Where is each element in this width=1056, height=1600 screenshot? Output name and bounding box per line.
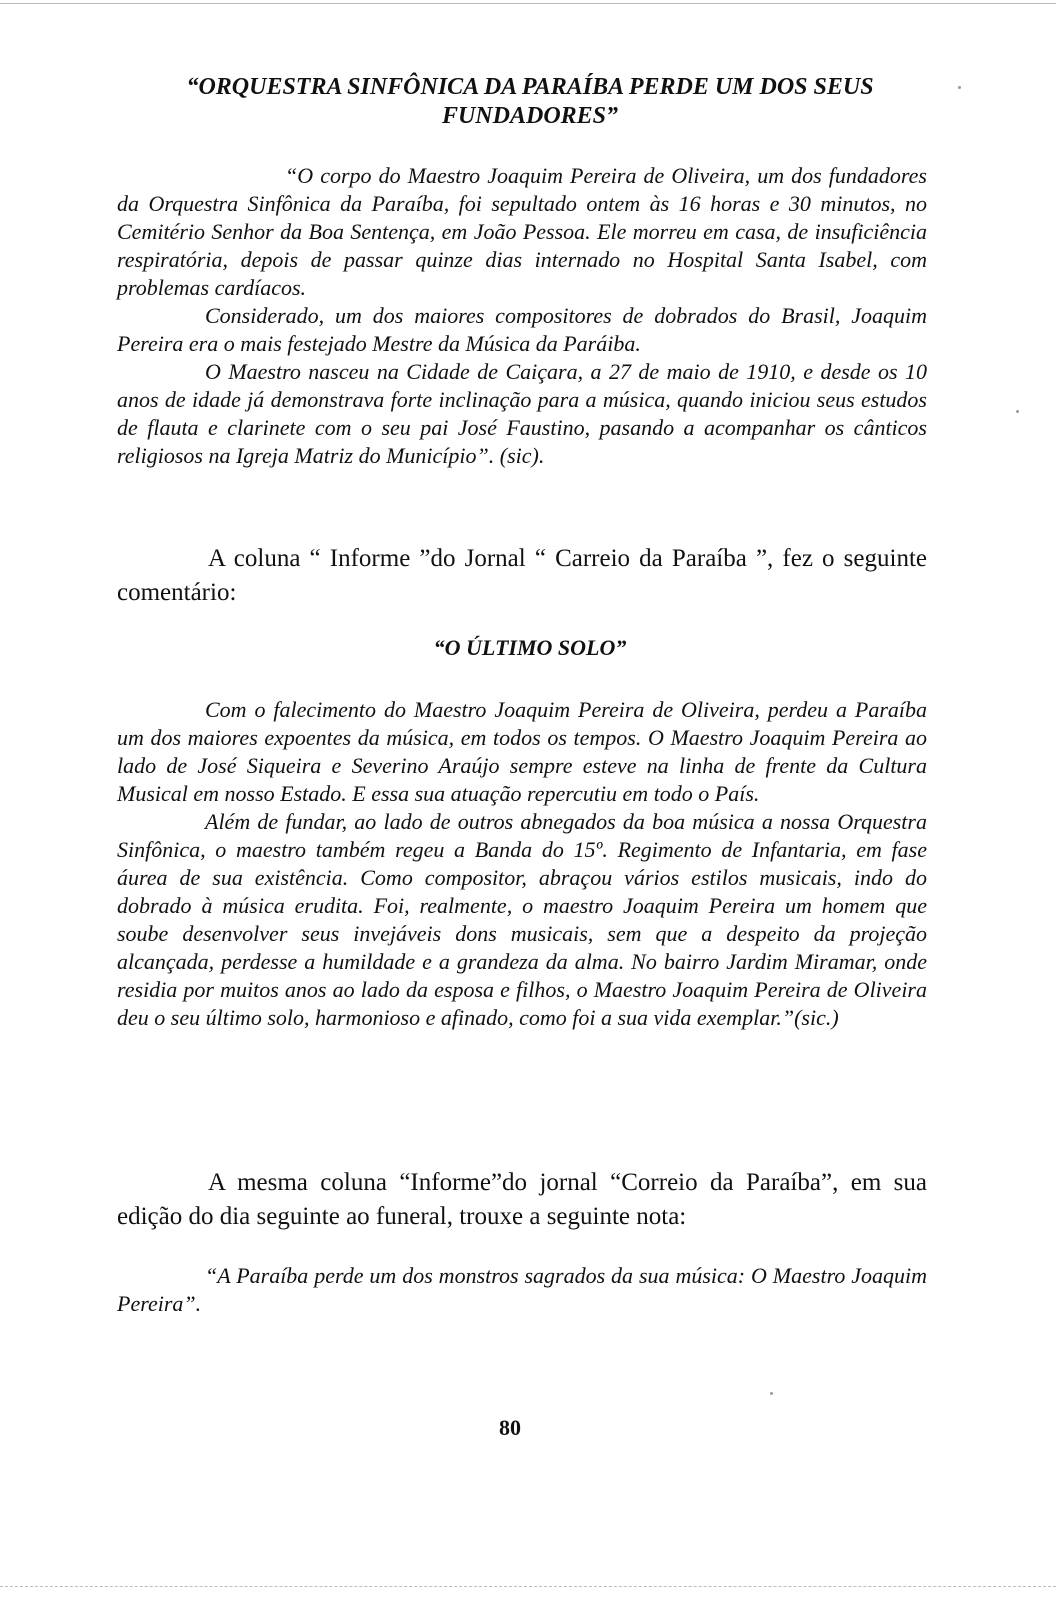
quote-monstros-sagrados [117,1262,927,1318]
commentary-paragraph: A mesma coluna “Informe”do jornal “Correio da Paraíba”, em sua edição do dia seguinte ao funeral, trouxe a seguinte nota: [117,1169,927,1230]
quote-paragraph: “O corpo do Maestro Joaquim Pereira de Oliveira, um dos fundadores da Orquestra Sinfônica da Paraíba, foi sepultado ontem às 16 horas e 30 minutos, no Cemitério Senhor da Boa Sentença, em João Pessoa. Ele morreu em casa, de insuficiência respiratória, depois de passar quinze dias internado no Hospital Santa Isabel, com problemas cardíacos. [117,163,927,300]
scan-speck [1016,410,1019,413]
quote-orquestra [117,162,927,470]
quote-paragraph: Com o falecimento do Maestro Joaquim Pereira de Oliveira, perdeu a Paraíba um dos maiores expoentes da música, em todos os tempos. O Maestro Joaquim Pereira ao lado de José Siqueira e Severino Araújo sempre esteve na linha de frente da Cultura Musical em nosso Estado. E essa sua atuação repercutiu em todo o País. [117,697,927,806]
commentary-intro [117,542,927,610]
quote-ultimo-solo [117,696,927,1032]
quote-paragraph: Considerado, um dos maiores compositores de dobrados do Brasil, Joaquim Pereira era o mais festejado Mestre da Música da Paráiba. [117,303,927,356]
article-title: “ORQUESTRA SINFÔNICA DA PARAÍBA PERDE UM DOS SEUS FUNDADORES” [186,74,874,129]
quote-paragraph: “A Paraíba perde um dos monstros sagrados da sua música: O Maestro Joaquim Pereira”. [117,1263,927,1316]
second-note-intro [117,1166,927,1234]
page-number: 80 [499,1415,521,1440]
scan-speck [770,1392,773,1395]
scan-edge-bottom [0,1586,1056,1587]
quote-paragraph: O Maestro nasceu na Cidade de Caiçara, a 27 de maio de 1910, e desde os 10 anos de idade já demonstrava forte inclinação para a música, quando iniciou seus estudos de flauta e clarinete com o seu pai José Faustino, pasando a acompanhar os cânticos religiosos na Igreja Matriz do Município”. (sic). [117,359,927,468]
quote-paragraph: Além de fundar, ao lado de outros abnegados da boa música a nossa Orquestra Sinfônica, o maestro também regeu a Banda do 15º. Regimento de Infantaria, em fase áurea de sua existência. Como compositor, abraçou vários estilos musicais, indo do dobrado à música erudita. Foi, realmente, o maestro Joaquim Pereira um homem que soube desenvolver seus invejáveis dons musicais, sem que a despeito da projeção alcançada, perdesse a humildade e a grandeza da alma. No bairro Jardim Miramar, onde residia por muitos anos ao lado da esposa e filhos, o Maestro Joaquim Pereira de Oliveira deu o seu último solo, harmonioso e afinado, como foi a sua vida exemplar.”(sic.) [117,809,927,1030]
scan-speck [958,86,961,89]
scan-edge-top [0,3,1056,4]
section-subtitle: “O ÚLTIMO SOLO” [433,635,627,660]
commentary-paragraph: A coluna “ Informe ”do Jornal “ Carreio da Paraíba ”, fez o seguinte comentário: [117,545,927,606]
